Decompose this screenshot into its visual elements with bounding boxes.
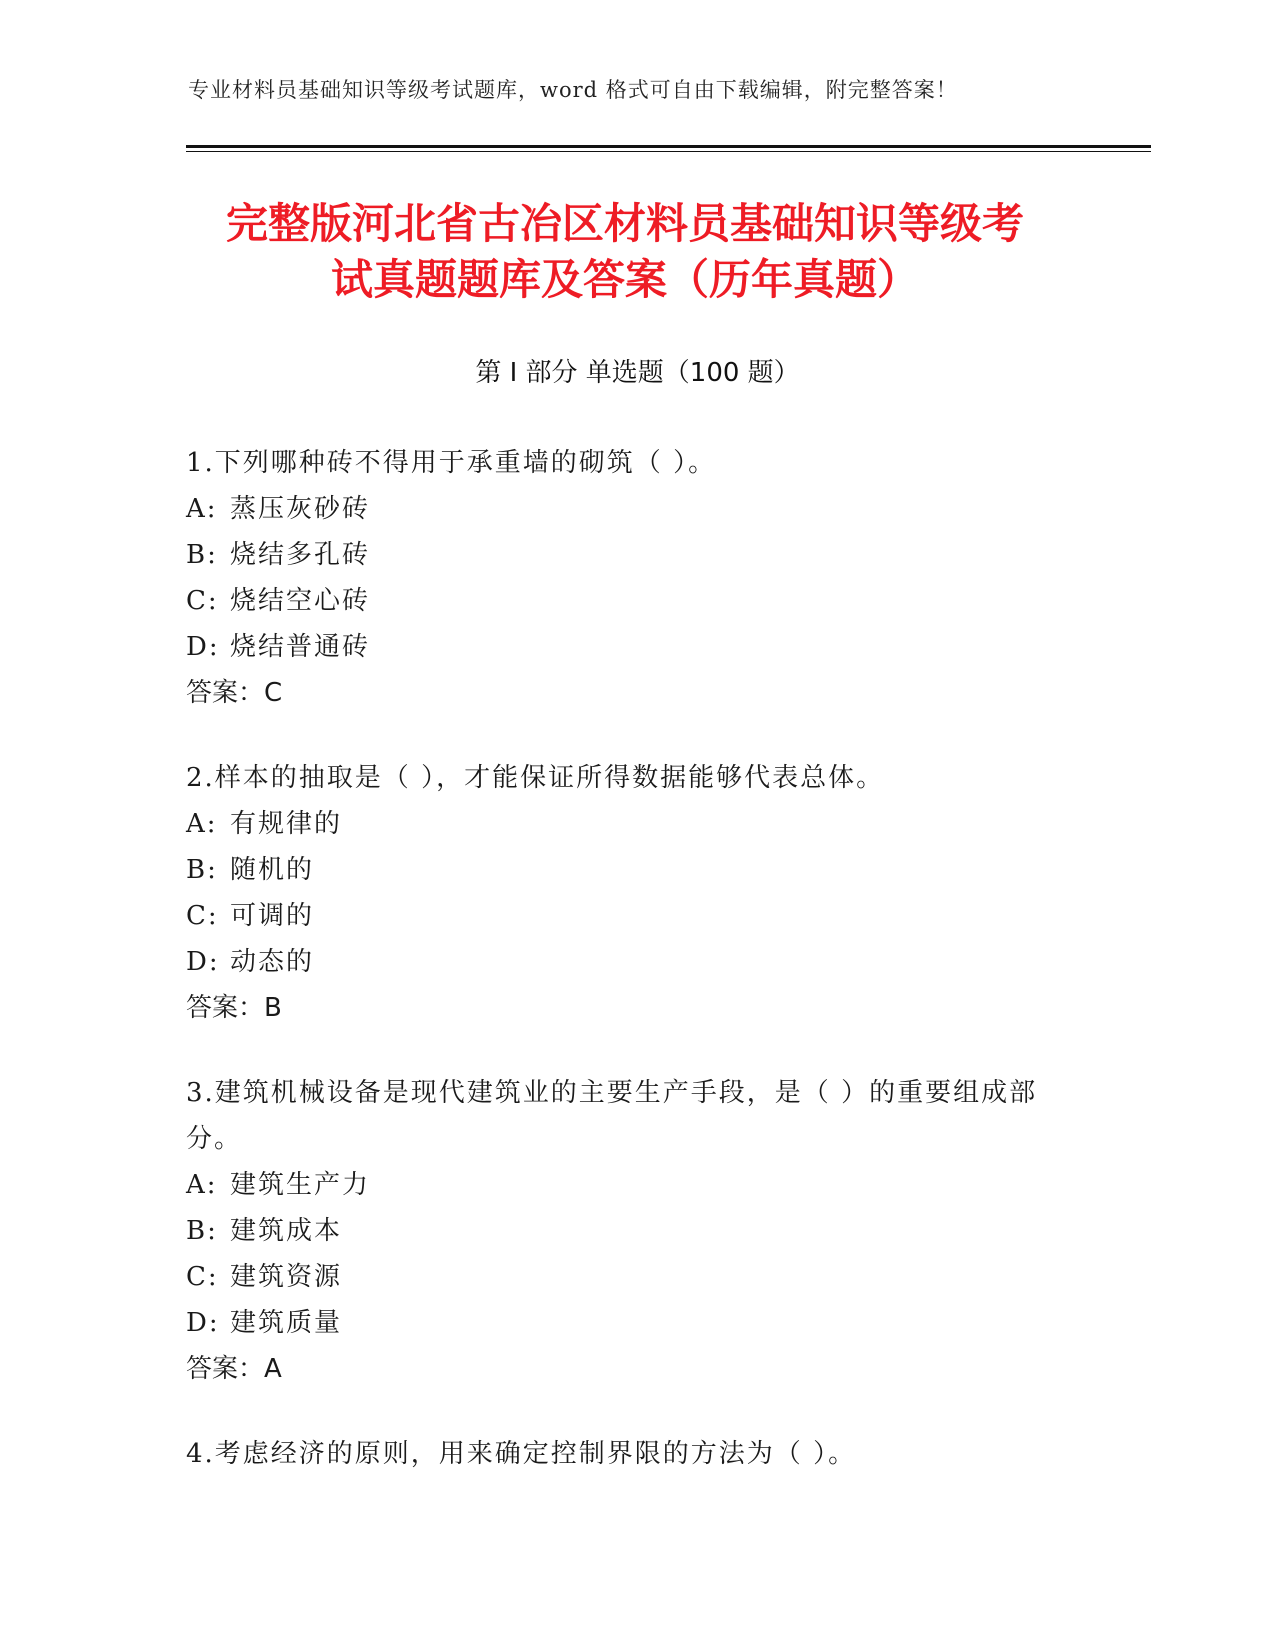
document-title-line-1: 完整版河北省古冶区材料员基础知识等级考 bbox=[225, 199, 1024, 248]
header-rule-thick bbox=[186, 145, 1151, 148]
option-key: A: bbox=[186, 1170, 218, 1200]
option-text: 建筑资源 bbox=[230, 1262, 343, 1292]
answer: 答案：B bbox=[186, 993, 282, 1023]
header-note: 专业材料员基础知识等级考试题库，word 格式可自由下载编辑，附完整答案！ bbox=[188, 78, 958, 102]
answer: 答案：A bbox=[186, 1354, 282, 1384]
option-key: D: bbox=[186, 1308, 220, 1338]
option-c bbox=[186, 893, 1076, 939]
question-2 bbox=[186, 755, 1076, 1031]
question-3 bbox=[186, 1070, 1076, 1392]
option-key: B: bbox=[186, 540, 218, 570]
option-text: 烧结普通砖 bbox=[230, 632, 371, 662]
option-a bbox=[186, 486, 1076, 532]
option-text: 烧结空心砖 bbox=[230, 586, 371, 616]
option-d bbox=[186, 1300, 1076, 1346]
option-b bbox=[186, 1208, 1076, 1254]
option-text: 动态的 bbox=[230, 947, 315, 977]
question-4 bbox=[186, 1431, 1076, 1477]
option-text: 随机的 bbox=[230, 855, 315, 885]
document-title-line-2: 试真题题库及答案（历年真题） bbox=[330, 255, 919, 304]
question-list bbox=[186, 440, 1076, 1516]
header-rule-thin bbox=[186, 151, 1151, 152]
document-title bbox=[150, 196, 1100, 308]
option-b bbox=[186, 847, 1076, 893]
question-stem: 1.下列哪种砖不得用于承重墙的砌筑（ ）。 bbox=[186, 448, 717, 478]
option-c bbox=[186, 578, 1076, 624]
option-key: A: bbox=[186, 809, 218, 839]
question-1 bbox=[186, 440, 1076, 716]
question-stem: 3.建筑机械设备是现代建筑业的主要生产手段，是（ ）的重要组成部分。 bbox=[186, 1078, 1038, 1154]
answer: 答案：C bbox=[186, 678, 283, 708]
section-title: 第 I 部分 单选题（100 题） bbox=[475, 358, 800, 388]
option-key: C: bbox=[186, 901, 219, 931]
option-key: B: bbox=[186, 1216, 218, 1246]
option-a bbox=[186, 1162, 1076, 1208]
option-c bbox=[186, 1254, 1076, 1300]
option-text: 建筑成本 bbox=[230, 1216, 343, 1246]
option-key: D: bbox=[186, 632, 220, 662]
option-d bbox=[186, 939, 1076, 985]
question-stem: 2.样本的抽取是（ ），才能保证所得数据能够代表总体。 bbox=[186, 763, 885, 793]
option-key: C: bbox=[186, 1262, 219, 1292]
option-text: 有规律的 bbox=[230, 809, 343, 839]
option-text: 烧结多孔砖 bbox=[230, 540, 371, 570]
option-d bbox=[186, 624, 1076, 670]
option-text: 蒸压灰砂砖 bbox=[230, 494, 371, 524]
option-key: B: bbox=[186, 855, 218, 885]
question-stem: 4.考虑经济的原则，用来确定控制界限的方法为（ ）。 bbox=[186, 1439, 857, 1469]
option-text: 建筑质量 bbox=[230, 1308, 343, 1338]
option-key: C: bbox=[186, 586, 219, 616]
option-key: A: bbox=[186, 494, 218, 524]
option-b bbox=[186, 532, 1076, 578]
option-key: D: bbox=[186, 947, 220, 977]
option-text: 建筑生产力 bbox=[230, 1170, 371, 1200]
option-a bbox=[186, 801, 1076, 847]
option-text: 可调的 bbox=[230, 901, 315, 931]
